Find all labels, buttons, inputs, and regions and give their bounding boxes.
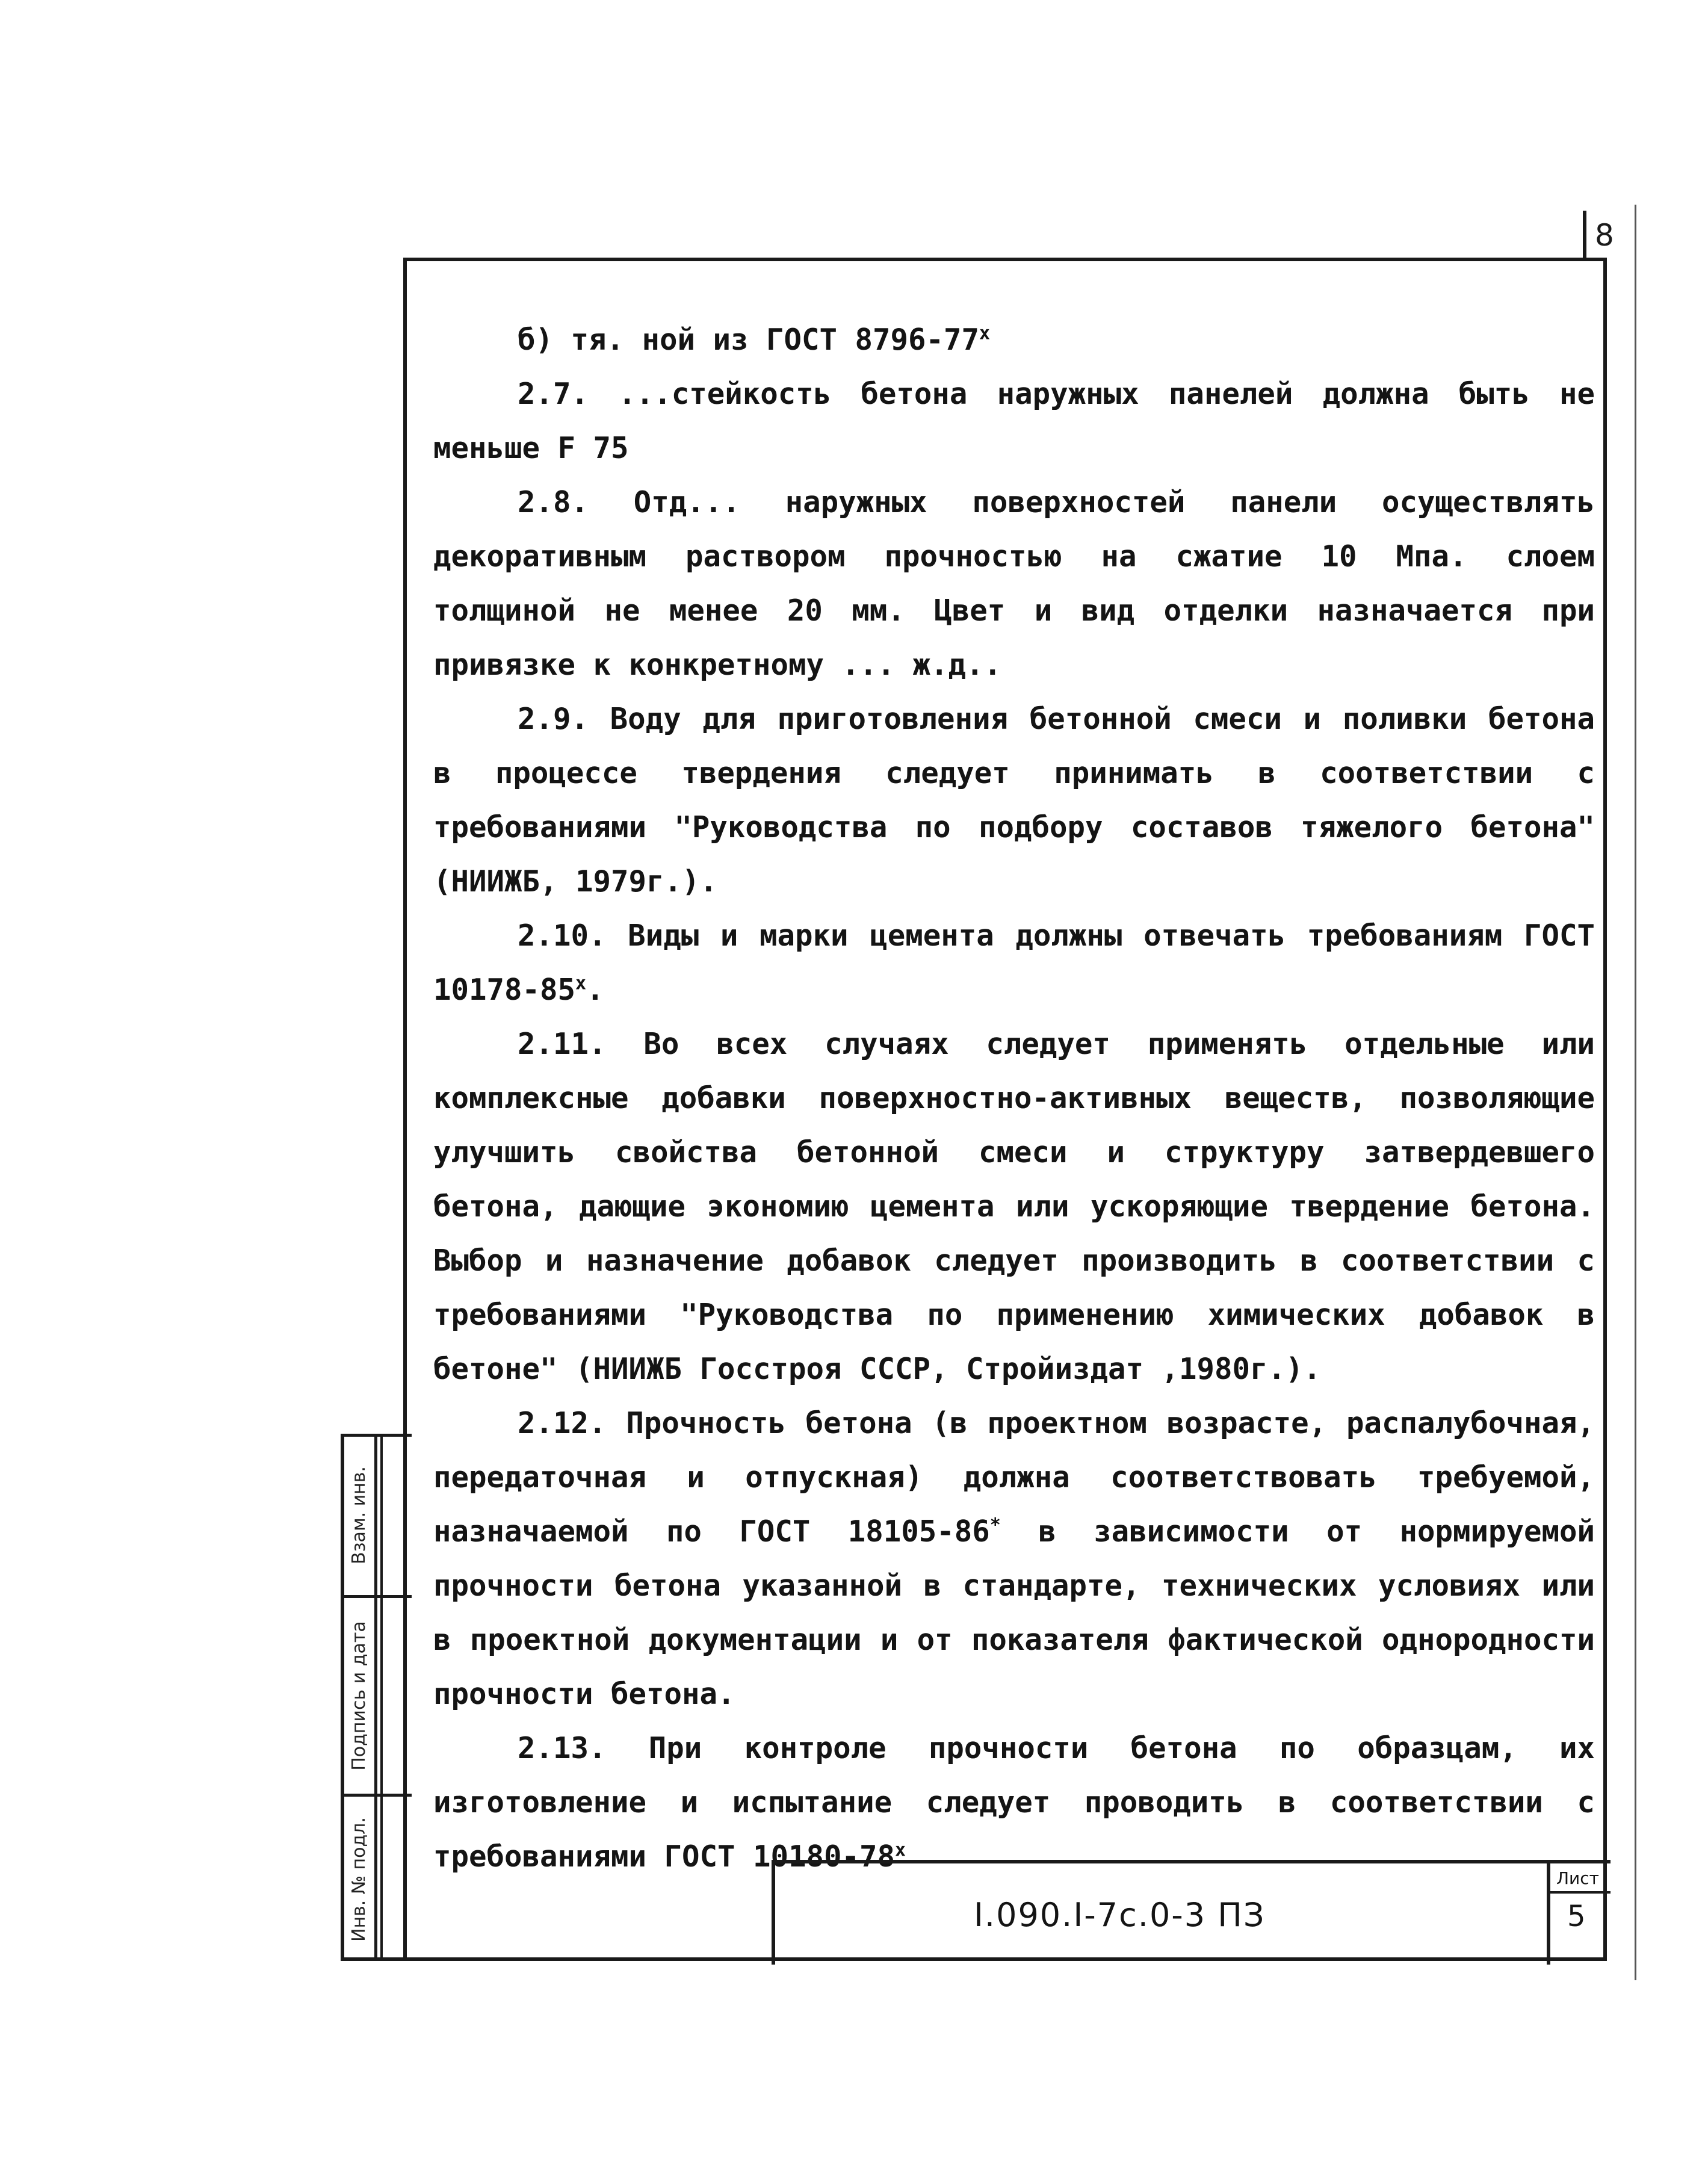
paragraph-2-11: 2.11. Во всех случаях следует применять отдельные или комплексные добавки поверхностно-активных веществ, позволяющие улучшить свойства бетонной смеси и структуру затвердевшего бетона, дающие экономию цемента или ускоряющие твердение бетона. Выбор и назначение добавок следует производить в соответствии с требованиями "Руководства по применению химических добавок в бетоне" (НИИЖБ Госстроя СССР, Стройиздат ,1980г.). xyxy=(433,1027,1595,1386)
sheet-label: Лист xyxy=(1556,1868,1599,1888)
title-block xyxy=(772,1860,1611,1965)
document-code: I.090.I-7с.0-3 ПЗ xyxy=(974,1896,1266,1934)
paragraph-2-9: 2.9. Воду для приготовления бетонной смеси и поливки бетона в процессе твердения следует принимать в соответствии с требованиями "Руководства по подбору составов тяжелого бетона" (НИИЖБ, 1979г.). xyxy=(433,702,1595,899)
frame-right-border xyxy=(1603,258,1607,1961)
margin-stamp-inner-line xyxy=(380,1434,409,1961)
scan-edge-line xyxy=(1635,205,1636,1980)
frame-top-border xyxy=(403,258,1607,261)
paragraph-2-10: 2.10. Виды и марки цемента должны отвечать требованиям ГОСТ $10178-85^х$. xyxy=(433,918,1595,1007)
paragraph-b: б) тя. ной из ГОСТ $8796-77^х$ xyxy=(518,323,991,357)
paragraph-2-13: 2.13. При контроле прочности бетона по образцам, их изготовление и испытание следует проводить в соответствии с требованиями ГОСТ $10180-78^х$ xyxy=(433,1731,1595,1874)
margin-stamp-divider xyxy=(341,1794,412,1797)
page-number: 8 xyxy=(1595,218,1614,253)
sheet-cell xyxy=(1547,1863,1611,1965)
margin-cell-inv-original: Инв. № подл. xyxy=(348,1817,370,1942)
sheet-separator xyxy=(1550,1891,1611,1894)
paragraph-2-12: 2.12. Прочность бетона (в проектном возрасте, распалубочная, передаточная и отпускная) должна соответствовать требуемой, назначаемой по ГОСТ 18105-86* в зависимости от нормируемой прочности бетона указанной в стандарте, технических условиях или в проектной документации и от показателя фактической однородности прочности бетона. xyxy=(433,1406,1595,1711)
margin-stamp-divider xyxy=(341,1434,412,1437)
paragraph-2-7: 2.7. ...стейкость бетона наружных панелей должна быть не меньше F 75 xyxy=(433,377,1595,465)
margin-stamp-divider xyxy=(341,1595,412,1598)
paragraph-2-8: 2.8. Отд... наружных поверхностей панели осуществлять декоративным раствором прочностью на сжатие 10 Мпа. слоем толщиной не менее 20 мм. Цвет и вид отделки назначается при привязке к конкретному ... ж.д.. xyxy=(433,485,1595,682)
margin-stamp xyxy=(341,1434,726,1961)
margin-cell-replace-inv: Взам. инв. xyxy=(348,1466,370,1564)
sheet-number: 5 xyxy=(1567,1900,1586,1933)
margin-cell-signature-date: Подпись и дата xyxy=(348,1620,370,1771)
page-number-divider xyxy=(1583,211,1586,259)
